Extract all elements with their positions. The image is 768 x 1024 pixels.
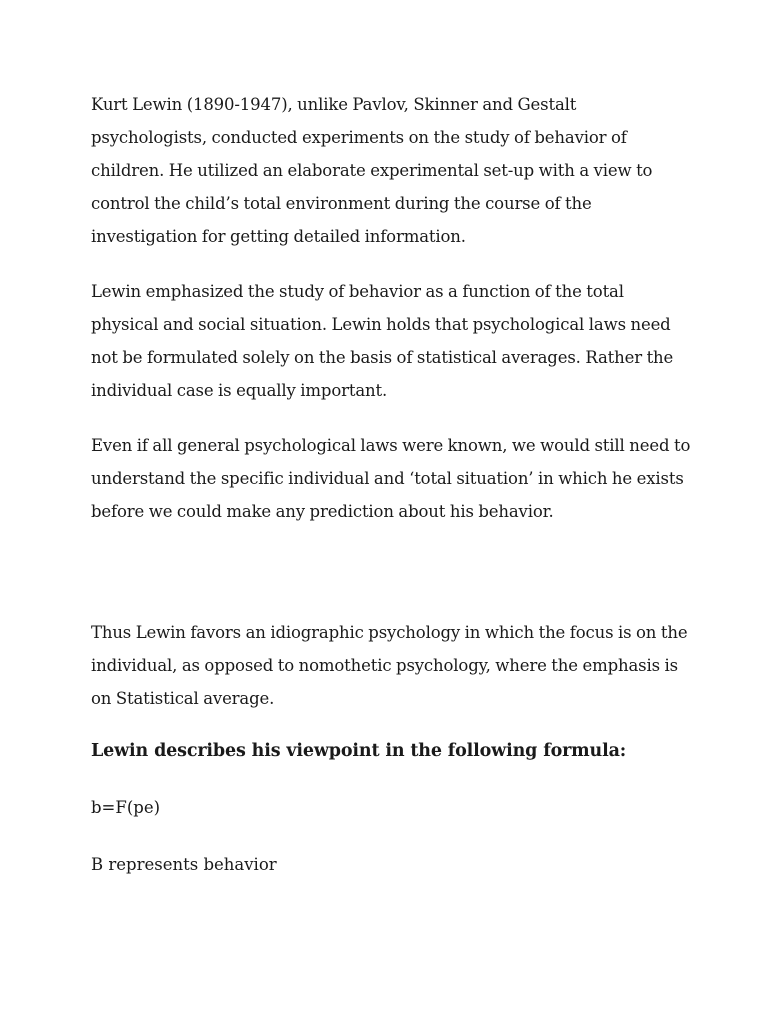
paragraph-total-situation: Even if all general psychological laws were known, we would still need to understand the specific individual and ‘total situation’ in which he exists before we could make any prediction about his behavior. [91,436,691,521]
definition-behavior: B represents behavior [91,855,277,874]
formula: b=F(pe) [91,798,161,817]
paragraph-idiographic: Thus Lewin favors an idiographic psychology in which the focus is on the individual, as opposed to nomothetic psychology, where the emphasis is on Statistical average. [91,623,688,708]
document-body [91,88,691,881]
paragraph-lewin-intro: Kurt Lewin (1890-1947), unlike Pavlov, Skinner and Gestalt psychologists, conducted experiments on the study of behavior of children. He utilized an elaborate experimental set-up with a view to control the child’s total environment during the course of the investigation for getting detailed information. [91,95,653,246]
paragraph-behavior-function: Lewin emphasized the study of behavior as a function of the total physical and social situation. Lewin holds that psychological laws need not be formulated solely on the basis of statistical averages. Rather the individual case is equally important. [91,282,674,400]
formula-heading: Lewin describes his viewpoint in the following formula: [91,741,627,761]
